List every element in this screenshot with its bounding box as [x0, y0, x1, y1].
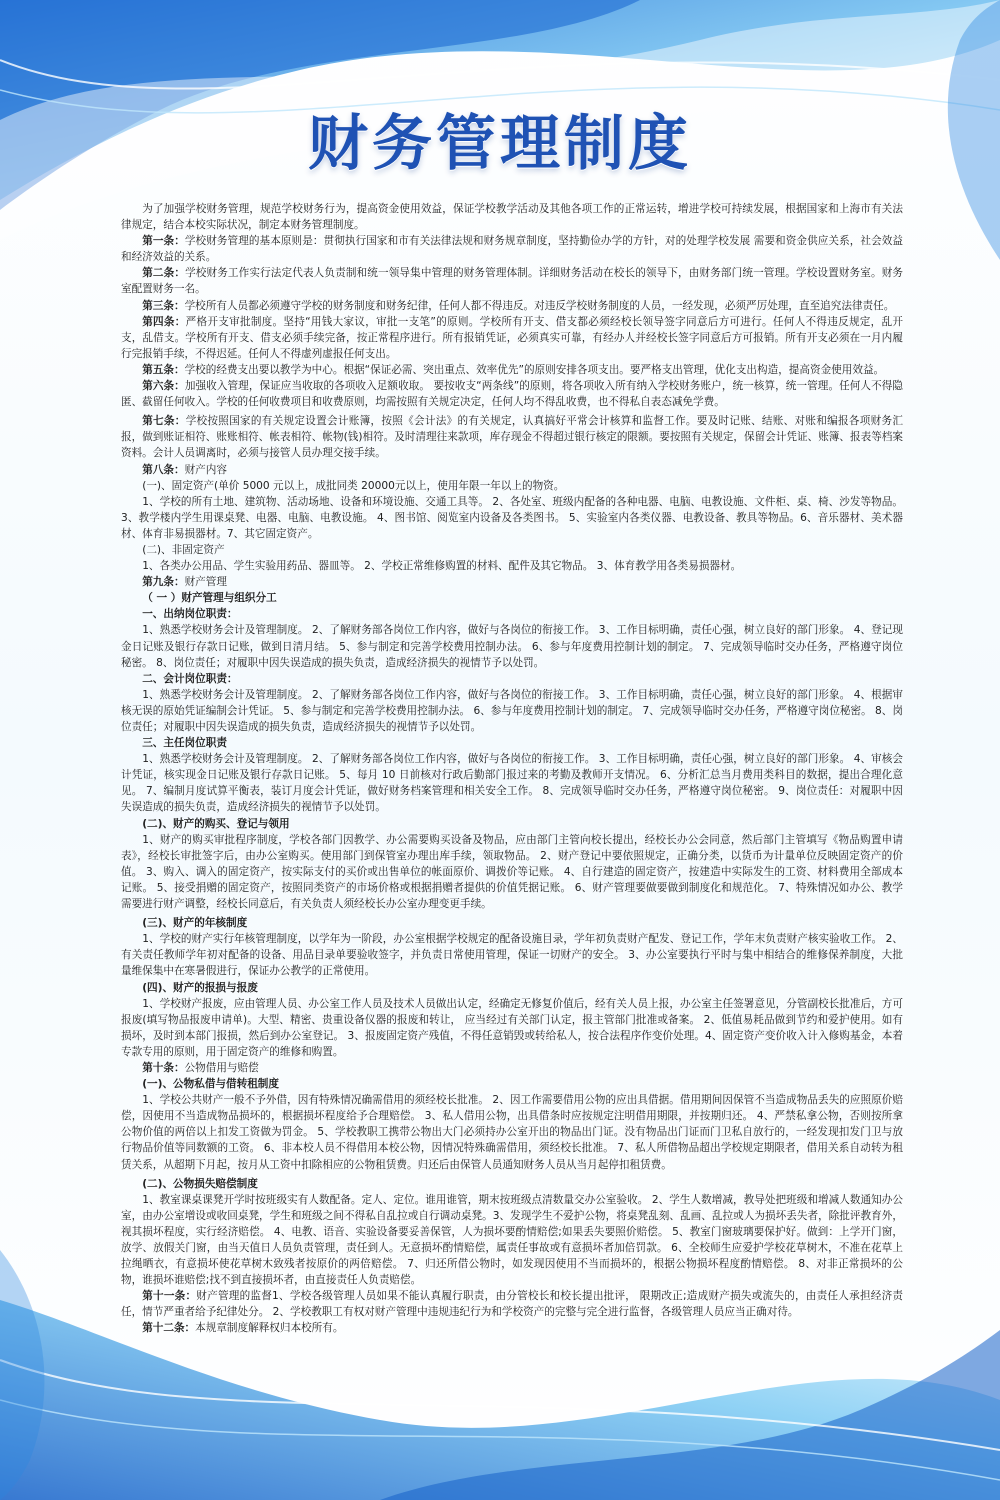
article-1 [121, 233, 903, 265]
article-text: 财产管理 [184, 576, 227, 589]
article-8-part-2: 1、学校的所有土地、建筑物、活动场地、设备和环境设施、交通工具等。 2、各处室、班级内配备的各种电器、电脑、电教设施、文件柜、桌、椅、沙发等物品。 3、教学楼内学生用课桌凳、电器、电脑、电教设施。 4、图书馆、阅览室内设备及各类图书。 5、实验室内各类仪器、电教设备、教具等物品。6、音乐器材、美术器材、体育非易损器材。7、其它固定资产。 [121, 495, 903, 540]
article-text: 学校的经费支出要以教学为中心。根据“保证必需、突出重点、效率优先”的原则安排各项支出。要严格支出管理，优化支出构造，提高资金使用效益。 [184, 363, 885, 376]
article-tag: 第九条： [142, 576, 185, 589]
article-tag: 第十条： [142, 1061, 185, 1074]
article-text: 公物借用与赔偿 [184, 1061, 259, 1074]
article-11 [121, 1288, 903, 1320]
article-tag: 第一条： [142, 235, 185, 248]
article-text: 学校财务管理的基本原则是：贯彻执行国家和市有关法律法规和财务规章制度，坚持勤俭办学的方针，对的处理学校发展 需要和资金供应关系，社会效益和经济效益的关系。 [121, 235, 904, 264]
article-tag: 第五条： [142, 363, 185, 376]
article-text: 财产内容 [184, 463, 227, 476]
section-heading: (一)、公物私借与借转租制度 [142, 1078, 279, 1091]
subsection-text: 1、熟悉学校财务会计及管理制度。 2、了解财务部各岗位工作内容，做好与各岗位的衔接工作。 3、工作目标明确，责任心强，树立良好的部门形象。 4、登记现金日记账及银行存款日记账，做到日清月结。 5、参与制定和完善学校费用控制办法。 6、参与年度费用控制计划的制定。 7、完成领导临时交办任务，严格遵守岗位秘密。 8、岗位责任；对履职中因失误造成的损失负责，造成经济损失的视情节予以处罚。 [121, 624, 903, 669]
article-tag: 第四条： [142, 315, 186, 328]
article-9 [121, 574, 903, 590]
article-3 [121, 298, 903, 314]
article-text: 本规章制度解释权归本校所有。 [195, 1322, 344, 1335]
article-tag: 第二条： [142, 267, 186, 280]
article-8-part-4: 1、各类办公用品、学生实验用药品、器皿等。 2、学校正常维修购置的材料、配件及其它物品。 3、体育教学用各类易损器材。 [142, 560, 742, 573]
subsection-heading: 二、会计岗位职责： [142, 672, 238, 685]
article-text: 加强收入管理，保证应当收取的各项收入足额收取。 要按收支“两条线”的原则，将各项收入所有纳入学校财务账户，统一核算，统一管理。任何人不得隐匿、截留任何收入。学校的任何收费项目和收费原则，均需按照有关规定决定，任何人均不得乱收费，也不得私自表态减免学费。 [121, 380, 904, 409]
article-2 [121, 265, 903, 297]
page-title: 财务管理制度 [308, 109, 692, 179]
section-text: 1、学校公共财产一般不予外借，因有特殊情况确需借用的须经校长批准。 2、因工作需要借用公物的应出具借据。借用期间因保管不当造成物品丢失的应照原价赔偿，因使用不当造成物品损坏的，根据损坏程度给予合理赔偿。 3、私人借用公物，出具借条时应按规定注明借用期限，并按期归还。 4、严禁私拿公物，否则按所拿公物价值的两倍以上扣发工资做为罚金。 5、学校教职工携带公物出大门必须持办公室开出的物品出门证。没有物品出门证而门卫私自放行的，一经发现扣发门卫与放行物品价值等同数额的工资。 6、非本校人员不得借用本校公物，因情况特殊确需借用，须经校长批准。 7、私人所借物品超出学校规定期限者，借用关系自动转为租赁关系，从超期下月起，按月从工资中扣除相应的公物租赁费。归还后由保管人员通知财务人员从当月起停扣租赁费。 [121, 1094, 903, 1171]
subsection-text: 1、熟悉学校财务会计及管理制度。 2、了解财务部各岗位工作内容，做好与各岗位的衔接工作。 3、工作目标明确，责任心强，树立良好的部门形象。 4、根据审核无误的原始凭证编制会计凭证。 5、参与制定和完善学校费用控制办法。 6、参与年度费用控制计划的制定。 7、完成领导临时交办任务，严格遵守岗位秘密。 8、岗位责任；对履职中因失误造成的损失负责，造成经济损失的视情节予以处罚。 [121, 688, 903, 733]
section-text: 1、学校的财产实行年核管理制度，以学年为一阶段，办公室根据学校规定的配备设施目录，学年初负责财产配发、登记工作，学年末负责财产核实验收工作。 2、有关责任教师学年初对配备的设备、用品目录单要验收签字，并负责日常使用管理，保证一切财产的安全。 3、办公室要执行平时与集中相结合的维修保养制度，大批量维保集中在寒暑假进行，保证办公教学的正常使用。 [121, 933, 903, 978]
article-10 [121, 1060, 903, 1076]
section-heading: (四)、财产的报损与报废 [142, 981, 258, 994]
article-tag: 第八条： [142, 463, 185, 476]
article-5 [121, 362, 903, 378]
article-text: 严格开支审批制度。坚持“用钱大家议，审批一支笔”的原则。学校所有开支、借支都必须经校长领导签字同意后方可进行。任何人不得违反规定，乱开支，乱借支。学校所有开支、借支必须手续完备，按正常程序进行。所有报销凭证，必须真实可靠，有经办人并经校长签字同意后方可报销。所有开支必须在一月内履行完报销手续，不得迟延。任何人不得虚列虚报任何支出。 [121, 315, 903, 360]
section-heading: (二)、公物损失赔偿制度 [142, 1177, 258, 1190]
article-12 [121, 1320, 903, 1336]
section-heading: (三)、财产的年核制度 [142, 917, 248, 930]
subsection-heading: 一、出纳岗位职责： [142, 608, 238, 621]
article-8-part-3: (二)、非固定资产 [142, 543, 225, 556]
section-heading: (二)、财产的购买、登记与领用 [142, 817, 290, 830]
section-text: 1、财产的购买审批程序制度，学校各部门因教学、办公需要购买设备及物品，应由部门主管向校长提出，经校长办公会同意，然后部门主管填写《物品购置申请表》，经校长审批签字后，由办公室购买。使用部门到保管室办理出库手续，领取物品。 2、财产登记中要依照规定，正确分类，以货币为计量单位反映固定资产的价值。 3、购入、调入的固定资产，按实际支付的买价或出售单位的帐面原价、调拨价等记账。 4、自行建造的固定资产，按建造中实际发生的工资、材料费用全部成本记账。 5、接受捐赠的固定资产，按照同类资产的市场价格或根据捐赠者提供的价值凭据记账。 6、财产管理要做要做到制度化和规范化。 7、特殊情况如办公、教学需要进行财产调整，经校长同意后，有关负责人须经校长办公室办理变更手续。 [121, 833, 903, 911]
section-heading: （ 一 ）财产管理与组织分工 [142, 592, 277, 605]
article-7 [121, 413, 903, 461]
article-tag: 第七条： [142, 415, 186, 428]
section-text: 1、教室课桌课凳开学时按班级实有人数配备。定人、定位。谁用谁管，期末按班级点清数量交办公室验收。 2、学生人数增减，教导处把班级和增减人数通知办公室，由办公室增设或收回桌凳，学生和班级之间不得私自乱拉或自行调动桌凳。3、发现学生不爱护公物，将桌凳乱刻、乱画、乱拉或人为损坏丢失者，除批评教育外，视其损坏程度，实行经济赔偿。 4、电教、语音、实验设备要妥善保管，人为损坏要酌情赔偿;如果丢失要照价赔偿。 5、教室门窗玻璃要保护好。做到：上学开门窗，放学、放假关门窗，由当天值日人员负责管理，责任到人。无意损坏酌情赔偿，属责任事故或有意损坏者加倍罚款。 6、全校师生应爱护学校花草树木，不准在花草上拉绳晒衣，有意损坏使花草树木致残者按原价的两倍赔偿。 7、归还所借公物时，如发现因使用不当而损坏的，根据公物损坏程度酌情赔偿。 8、对非正常损坏的公物，谁损坏谁赔偿;找不到直接损坏者，由直接责任人负责赔偿。 [121, 1193, 903, 1287]
article-text: 学校按照国家的有关规定设置会计账簿，按照《会计法》的有关规定，认真搞好平常会计核算和监督工作。要及时记账、结账、对账和编报各项财务汇报，做到账证相符、账账相符、帐表相符、帐物(钱)相符。及时清理往来款项，库存现金不得超过银行核定的限额。要按照有关规定，保留会计凭证、账簿、报表等档案资料。会计人员调离时，必须与接管人员办理交接手续。 [121, 415, 904, 460]
section-text: 1、学校财产报废，应由管理人员、办公室工作人员及技术人员做出认定，经确定无修复价值后，经有关人员上报，办公室主任签署意见，分管副校长批准后，方可报废(填写物品报废申请单)。大型、精密、贵重设备仪器的报废和转让， 应当经过有关部门认定，报主管部门批准或备案。 2、低值易耗品做到节约和爱护使用。如有损坏，及时到本部门报损，然后到办公室登记。 3、报废固定资产残值，不得任意销毁或转给私人，按合法程序作变价处理。4、固定资产变价收入计入修购基金，本着专款专用的原则，用于固定资产的维修和购置。 [121, 997, 903, 1058]
article-text: 财产管理的监督1、学校各级管理人员如果不能认真履行职责，由分管校长和校长提出批评， 限期改正;造成财产损失或流失的，由责任人承担经济责任，情节严重者给予纪律处分。 2、学校教职工有权对财产管理中违规违纪行为和学校资产的完整与完全进行监督，各级管理人员应当正确对待。 [121, 1290, 904, 1319]
article-text: 学校财务工作实行法定代表人负责制和统一领导集中管理的财务管理体制。详细财务活动在校长的领导下，由财务部门统一管理。学校设置财务室。财务室配置财务一名。 [121, 267, 903, 296]
article-tag: 第十一条： [142, 1290, 197, 1303]
article-8-part-1: (一)、固定资产(单价 5000 元以上，成批同类 20000元以上，使用年限一年以上的物资。 [142, 479, 565, 492]
article-8 [121, 462, 903, 478]
subsection-heading: 三、主任岗位职责 [142, 737, 227, 750]
article-text: 学校所有人员都必须遵守学校的财务制度和财务纪律，任何人都不得违反。对违反学校财务制度的人员，一经发现，必须严厉处理，直至追究法律责任。 [184, 299, 895, 312]
subsection-text: 1、熟悉学校财务会计及管理制度。 2、了解财务部各岗位工作内容，做好与各岗位的衔接工作。 3、工作目标明确，责任心强，树立良好的部门形象。 4、审核会计凭证，核实现金日记账及银行存款日记账。 5、每月 10 日前核对行政后勤部门报过来的考勤及教师开支情况。 6、分析汇总当月费用类科目的数据，提出合理化意见。 7、编制月度试算平衡表，装订月度会计凭证，做好财务档案管理和相关安全工作。 8、完成领导临时交办任务，严格遵守岗位秘密。 9、岗位责任：对履职中因失误造成的损失负责，造成经济损失的视情节予以处罚。 [121, 753, 903, 814]
article-tag: 第三条： [142, 299, 185, 312]
article-4 [121, 314, 903, 362]
article-tag: 第十二条： [142, 1322, 196, 1335]
article-6 [121, 378, 903, 410]
article-tag: 第六条： [142, 380, 185, 393]
intro-paragraph: 为了加强学校财务管理，规范学校财务行为，提高资金使用效益，保证学校教学活动及其他各项工作的正常运转，增进学校可持续发展，根据国家和上海市有关法律规定，结合本校实际状况，制定本财务管理制度。 [121, 203, 903, 232]
document-body [121, 201, 903, 1337]
